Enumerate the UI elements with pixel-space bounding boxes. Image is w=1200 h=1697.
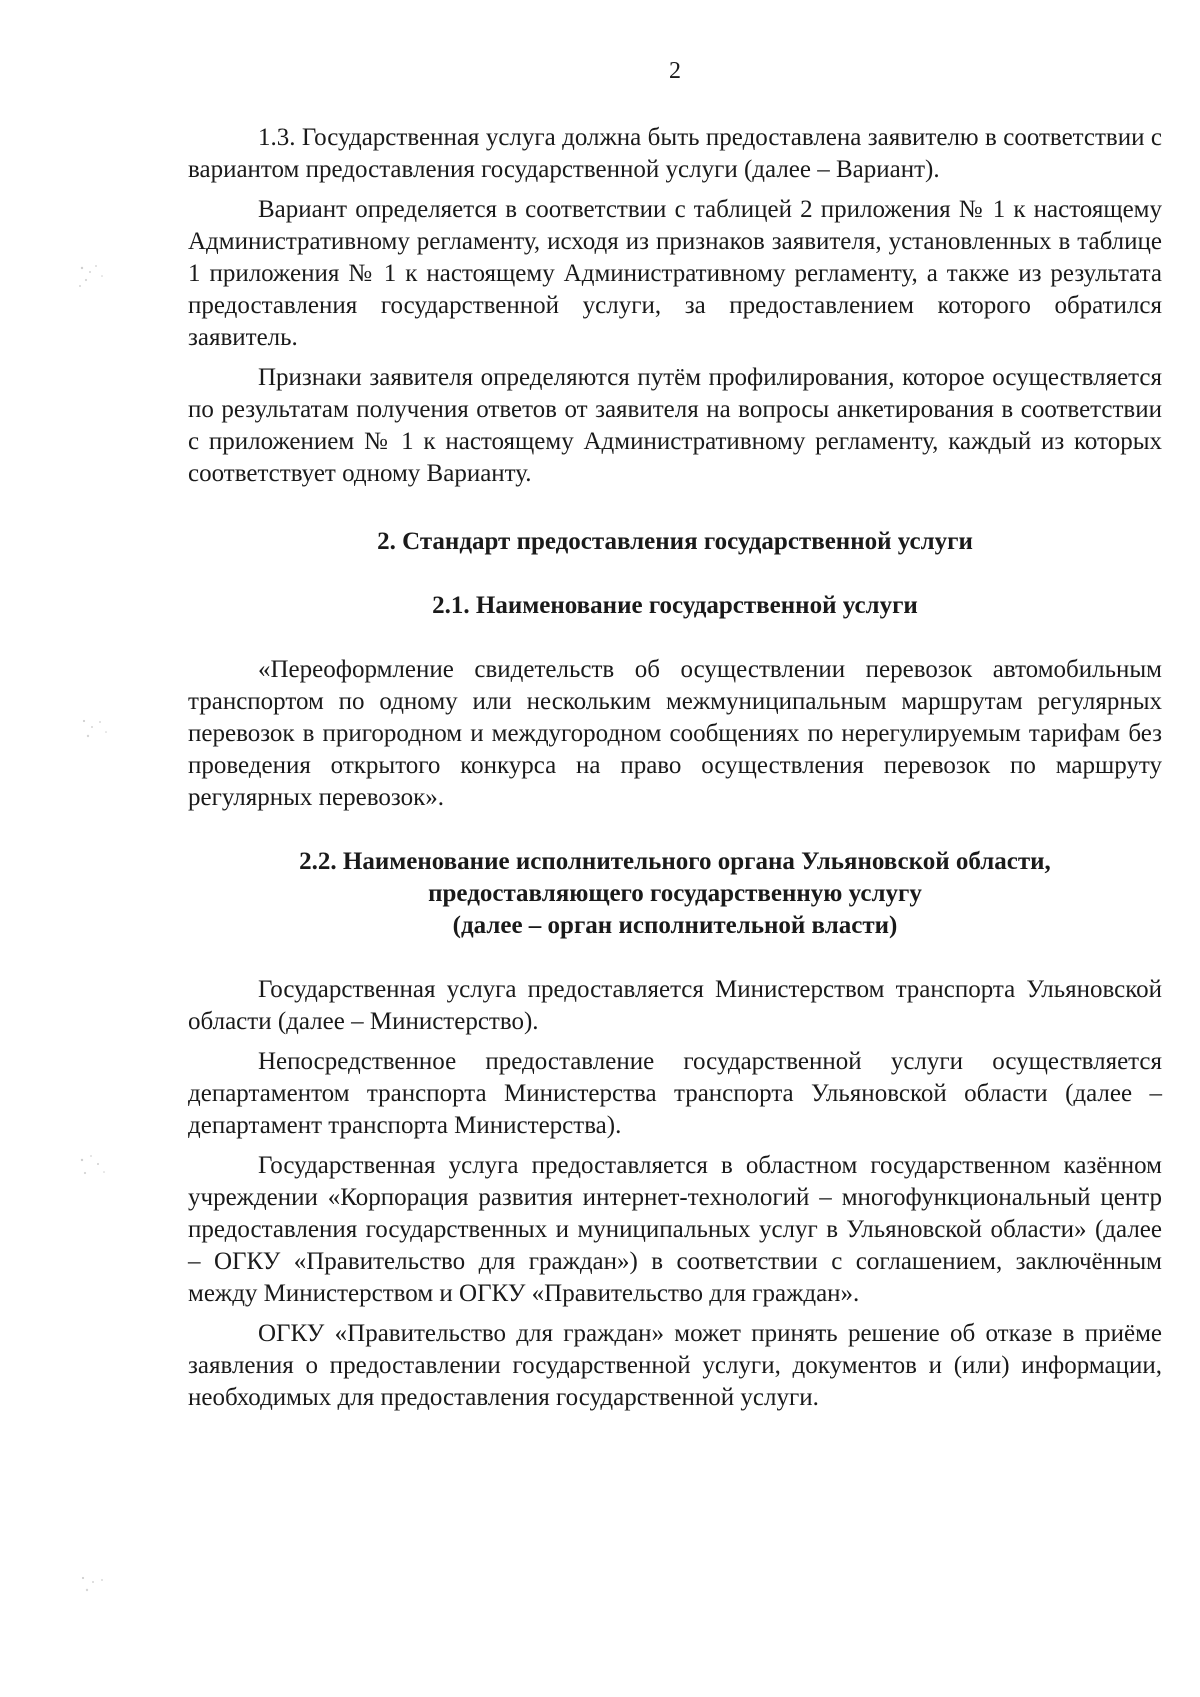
page-number: 2 (669, 58, 681, 84)
paragraph-refusal: ОГКУ «Правительство для граждан» может принять решение об отказе в приёме заявления о предоставлении государственной услуги, документов и (или) информации, необходимых для предоставления государственной услуги. (188, 1320, 1162, 1411)
scan-speck (72, 1148, 120, 1184)
scan-speck (72, 712, 120, 748)
paragraph-1-3: 1.3. Государственная услуга должна быть предоставлена заявителю в соответствии с вариантом предоставления государственной услуги (далее – Вариант). (188, 124, 1162, 183)
section-heading-2: 2. Стандарт предоставления государственной услуги (377, 528, 973, 555)
scan-speck (72, 1568, 120, 1604)
heading-line: (далее – орган исполнительной власти) (452, 912, 898, 939)
scan-speck (72, 258, 120, 294)
paragraph-variant: Вариант определяется в соответствии с таблицей 2 приложения № 1 к настоящему Административному регламенту, исходя из признаков заявителя, установленных в таблице 1 приложения № 1 к настоящему Административному регламенту, а также из результата предоставления государственной услуги, за предоставлением которого обратился заявитель. (188, 196, 1162, 351)
paragraph-profiling: Признаки заявителя определяются путём профилирования, которое осуществляется по результатам получения ответов от заявителя на вопросы анкетирования в соответствии с приложением № 1 к настоящему Административному регламенту, каждый из которых соответствует одному Варианту. (188, 364, 1162, 487)
paragraph-provided-by: Государственная услуга предоставляется Министерством транспорта Ульяновской области (далее – Министерство). (188, 976, 1162, 1035)
heading-line: 2.2. Наименование исполнительного органа Ульяновской области, (299, 848, 1051, 875)
section-heading-2-1: 2.1. Наименование государственной услуги (432, 592, 918, 619)
document-body (188, 122, 1162, 1414)
heading-line: предоставляющего государственную услугу (428, 880, 922, 907)
paragraph-service-name: «Переоформление свидетельств об осуществлении перевозок автомобильным транспортом по одному или нескольким межмуниципальным маршрутам регулярных перевозок в пригородном и междугородном сообщениях по нерегулируемым тарифам без проведения открытого конкурса на право осуществления перевозок по маршруту регулярных перевозок». (188, 656, 1162, 811)
paragraph-mfc: Государственная услуга предоставляется в областном государственном казённом учреждении «Корпорация развития интернет-технологий – многофункциональный центр предоставления государственных и муниципальных услуг в Ульяновской области» (далее – ОГКУ «Правительство для граждан») в соответствии с соглашением, заключённым между Министерством и ОГКУ «Правительство для граждан». (188, 1152, 1162, 1307)
paragraph-department: Непосредственное предоставление государственной услуги осуществляется департаментом транспорта Министерства транспорта Ульяновской области (далее – департамент транспорта Министерства). (188, 1048, 1162, 1139)
section-heading-2-2 (188, 846, 1162, 942)
